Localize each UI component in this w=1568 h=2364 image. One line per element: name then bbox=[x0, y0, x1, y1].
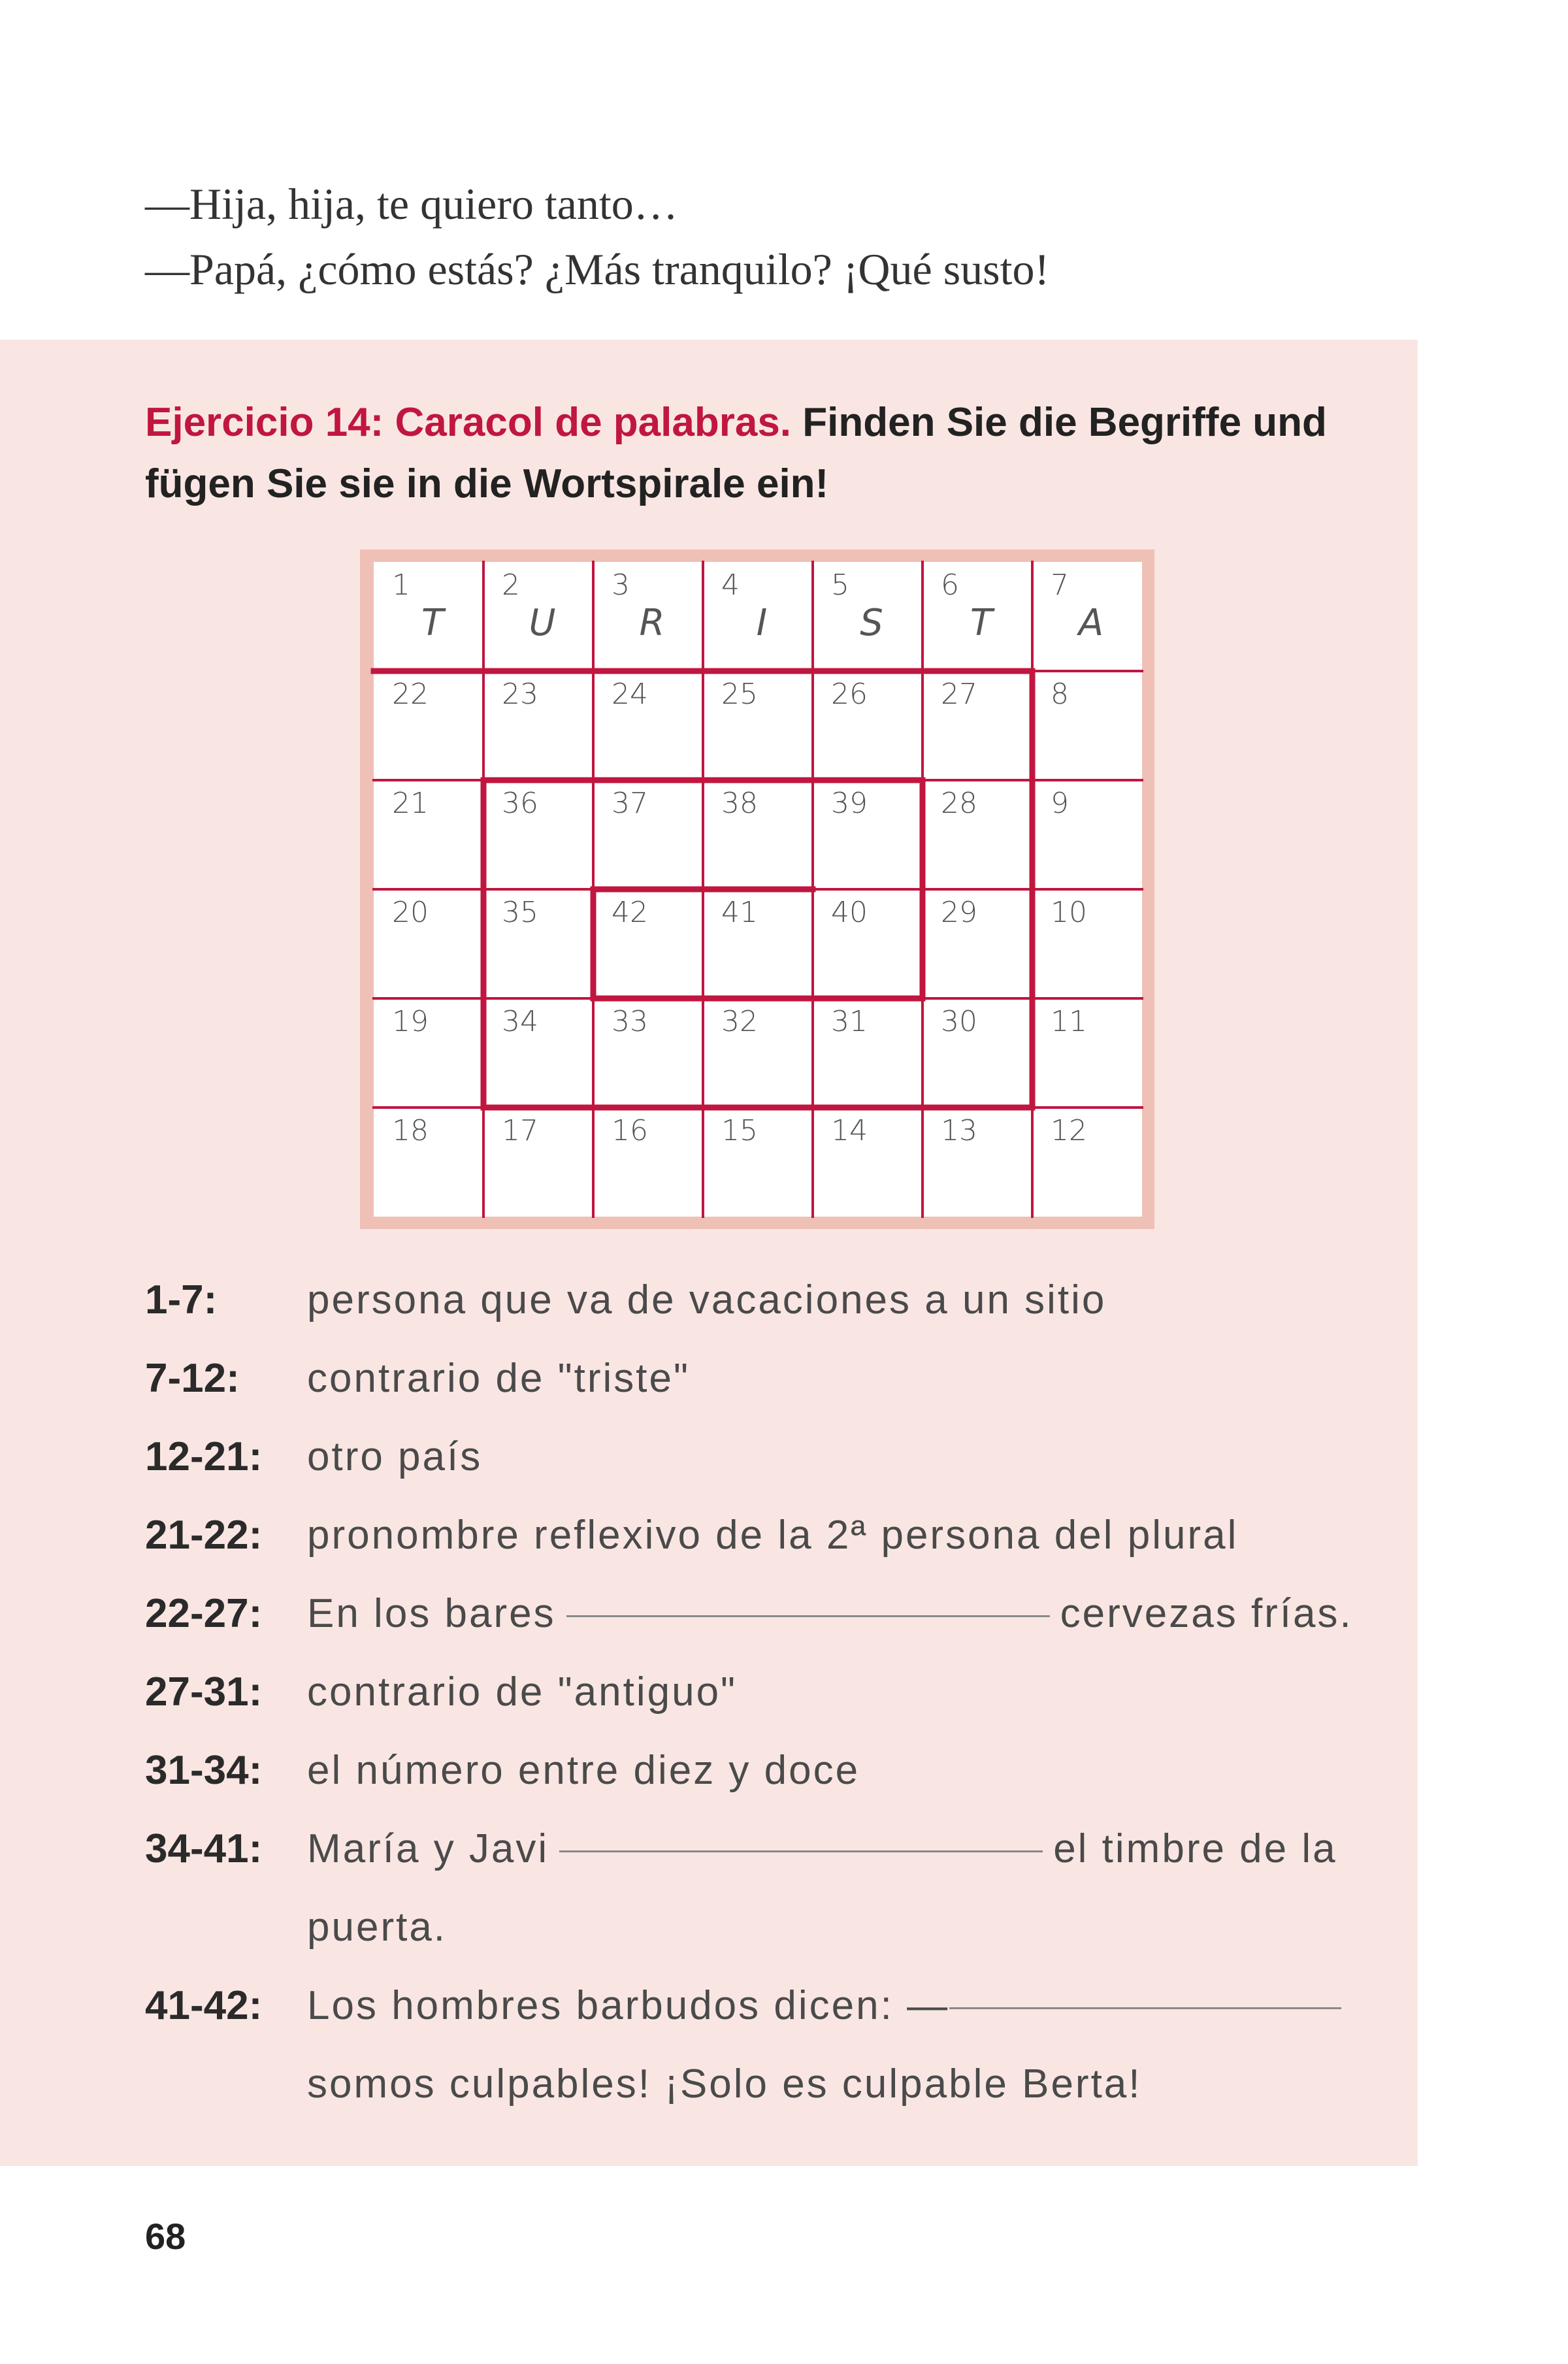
clue-row bbox=[145, 1261, 1386, 1339]
clue-text-after: cervezas frías. bbox=[1060, 1591, 1353, 1636]
clue-row bbox=[145, 1339, 1386, 1418]
cell-number: 9 bbox=[1051, 787, 1069, 820]
cell-number: 41 bbox=[721, 896, 758, 929]
grid-cell[interactable] bbox=[612, 1114, 648, 1147]
clue-text bbox=[307, 1810, 1386, 1967]
clue-range: 31-34: bbox=[145, 1748, 263, 1793]
clue-text-after: el timbre de la bbox=[1053, 1826, 1337, 1871]
grid-cell[interactable] bbox=[831, 568, 883, 644]
grid-cell[interactable] bbox=[612, 568, 664, 644]
cell-number: 12 bbox=[1051, 1114, 1087, 1147]
cell-number: 6 bbox=[941, 568, 959, 602]
cell-number: 28 bbox=[941, 787, 977, 820]
clue-range: 1-7: bbox=[145, 1277, 218, 1322]
grid-cell[interactable] bbox=[1051, 787, 1069, 820]
grid-cell[interactable] bbox=[612, 896, 648, 929]
clue-text: persona que va de vacaciones a un sitio bbox=[307, 1277, 1107, 1322]
cell-letter: T bbox=[970, 602, 993, 644]
clue-row bbox=[145, 1575, 1386, 1653]
clue-range: 12-21: bbox=[145, 1434, 263, 1479]
cell-number: 19 bbox=[392, 1005, 429, 1038]
grid-cell[interactable] bbox=[721, 787, 758, 820]
cell-number: 8 bbox=[1051, 678, 1069, 711]
cell-number: 42 bbox=[612, 896, 648, 929]
dialogue-line: —Papá, ¿cómo estás? ¿Más tranquilo? ¡Qué susto! bbox=[145, 244, 1050, 294]
cell-number: 27 bbox=[941, 678, 977, 711]
grid-cell[interactable] bbox=[831, 1005, 868, 1038]
clue-text bbox=[307, 1967, 1386, 2124]
grid-cell[interactable] bbox=[502, 896, 538, 929]
clue-row bbox=[145, 1496, 1386, 1575]
clue-range: 41-42: bbox=[145, 1983, 263, 2028]
cell-number: 39 bbox=[831, 787, 868, 820]
clue-text-before: Los hombres barbudos dicen: — bbox=[307, 1983, 950, 2028]
grid-cell[interactable] bbox=[502, 1005, 538, 1038]
cell-number: 29 bbox=[941, 896, 977, 929]
cell-number: 5 bbox=[831, 568, 849, 602]
grid-cell[interactable] bbox=[941, 1114, 977, 1147]
cell-number: 20 bbox=[392, 896, 429, 929]
cell-letter: U bbox=[529, 602, 556, 644]
word-spiral-grid bbox=[374, 562, 1142, 1217]
grid-cell[interactable] bbox=[502, 678, 538, 711]
clue-range: 21-22: bbox=[145, 1513, 263, 1558]
grid-cell[interactable] bbox=[831, 1114, 868, 1147]
clue-text: contrario de "triste" bbox=[307, 1356, 691, 1401]
clue-text: otro país bbox=[307, 1434, 483, 1479]
cell-letter: I bbox=[756, 602, 768, 644]
cell-number: 25 bbox=[721, 678, 758, 711]
cell-number: 36 bbox=[502, 787, 538, 820]
clue-list bbox=[145, 1261, 1386, 2124]
page-number: 68 bbox=[145, 2216, 186, 2257]
grid-cell[interactable] bbox=[1051, 678, 1069, 711]
cell-number: 35 bbox=[502, 896, 538, 929]
clue-range: 27-31: bbox=[145, 1669, 263, 1715]
cell-number: 31 bbox=[831, 1005, 868, 1038]
grid-cell[interactable] bbox=[941, 896, 977, 929]
cell-number: 2 bbox=[502, 568, 520, 602]
clue-range: 22-27: bbox=[145, 1591, 263, 1636]
grid-cell[interactable] bbox=[392, 787, 429, 820]
grid-cell[interactable] bbox=[612, 678, 648, 711]
grid-cell[interactable] bbox=[721, 896, 758, 929]
cell-number: 10 bbox=[1051, 896, 1087, 929]
clue-row bbox=[145, 1810, 1386, 1967]
cell-number: 34 bbox=[502, 1005, 538, 1038]
cell-number: 13 bbox=[941, 1114, 977, 1147]
grid-cell[interactable] bbox=[721, 678, 758, 711]
cell-number: 30 bbox=[941, 1005, 977, 1038]
clue-row bbox=[145, 1967, 1386, 2124]
grid-cell[interactable] bbox=[831, 678, 868, 711]
cell-number: 37 bbox=[612, 787, 648, 820]
exercise-title: Ejercicio 14: Caracol de palabras. bbox=[145, 400, 792, 445]
grid-cell[interactable] bbox=[502, 568, 556, 644]
clue-text: el número entre diez y doce bbox=[307, 1748, 860, 1793]
grid-cell[interactable] bbox=[502, 787, 538, 820]
clue-text-before: María y Javi bbox=[307, 1826, 549, 1871]
dialogue bbox=[145, 171, 1049, 302]
grid-cell[interactable] bbox=[1051, 1114, 1087, 1147]
clue-row bbox=[145, 1653, 1386, 1732]
cell-number: 11 bbox=[1051, 1005, 1087, 1038]
cell-letter: S bbox=[860, 602, 883, 644]
cell-number: 40 bbox=[831, 896, 868, 929]
cell-number: 14 bbox=[831, 1114, 868, 1147]
clue-text-before: En los bares bbox=[307, 1591, 556, 1636]
grid-cell[interactable] bbox=[392, 1005, 429, 1038]
clue-text-continued: somos culpables! ¡Solo es culpable Berta! bbox=[307, 2061, 1142, 2107]
cell-letter: T bbox=[421, 602, 444, 644]
cell-number: 33 bbox=[612, 1005, 648, 1038]
grid-cell[interactable] bbox=[831, 896, 868, 929]
dialogue-line: —Hija, hija, te quiero tanto… bbox=[145, 179, 678, 229]
answer-blank[interactable] bbox=[566, 1615, 1050, 1617]
grid-cell[interactable] bbox=[1051, 568, 1103, 644]
clue-text bbox=[307, 1575, 1386, 1653]
grid-cell[interactable] bbox=[612, 1005, 648, 1038]
clue-text: contrario de "antiguo" bbox=[307, 1669, 738, 1715]
grid-cell[interactable] bbox=[721, 1005, 758, 1038]
clue-range: 34-41: bbox=[145, 1826, 263, 1871]
cell-number: 3 bbox=[612, 568, 630, 602]
cell-number: 7 bbox=[1051, 568, 1069, 602]
grid-cell[interactable] bbox=[1051, 896, 1087, 929]
grid-cell[interactable] bbox=[941, 678, 977, 711]
grid-cell[interactable] bbox=[1051, 1005, 1087, 1038]
grid-cell[interactable] bbox=[502, 1114, 538, 1147]
cell-number: 23 bbox=[502, 678, 538, 711]
grid-cell[interactable] bbox=[721, 1114, 758, 1147]
cell-number: 38 bbox=[721, 787, 758, 820]
grid-cell[interactable] bbox=[392, 1114, 429, 1147]
answer-blank[interactable] bbox=[949, 2007, 1341, 2009]
cell-number: 1 bbox=[392, 568, 410, 602]
grid-cell[interactable] bbox=[941, 568, 995, 644]
cell-number: 4 bbox=[721, 568, 740, 602]
grid-cell[interactable] bbox=[831, 787, 868, 820]
exercise-instruction: Finden Sie die Begriffe und fügen Sie sie in die Wortspirale ein! bbox=[145, 400, 1327, 506]
cell-number: 21 bbox=[392, 787, 429, 820]
grid-cell[interactable] bbox=[941, 787, 977, 820]
grid-cell[interactable] bbox=[392, 568, 446, 644]
answer-blank[interactable] bbox=[559, 1850, 1043, 1852]
grid-cell[interactable] bbox=[392, 678, 429, 711]
clue-text-continued: puerta. bbox=[307, 1905, 448, 1950]
exercise-heading bbox=[145, 392, 1373, 515]
cell-letter: R bbox=[639, 602, 665, 644]
clue-row bbox=[145, 1732, 1386, 1810]
grid-cell[interactable] bbox=[392, 896, 429, 929]
cell-number: 16 bbox=[612, 1114, 648, 1147]
cell-number: 17 bbox=[502, 1114, 538, 1147]
grid-cell[interactable] bbox=[721, 568, 767, 644]
grid-cell[interactable] bbox=[941, 1005, 977, 1038]
clue-range: 7-12: bbox=[145, 1356, 240, 1401]
cell-number: 15 bbox=[721, 1114, 758, 1147]
cell-number: 32 bbox=[721, 1005, 758, 1038]
cell-number: 24 bbox=[612, 678, 648, 711]
cell-letter: A bbox=[1078, 602, 1104, 644]
cell-number: 22 bbox=[392, 678, 429, 711]
cell-number: 18 bbox=[392, 1114, 429, 1147]
clue-row bbox=[145, 1418, 1386, 1496]
grid-cell[interactable] bbox=[612, 787, 648, 820]
clue-text: pronombre reflexivo de la 2ª persona del plural bbox=[307, 1513, 1239, 1558]
cell-number: 26 bbox=[831, 678, 868, 711]
